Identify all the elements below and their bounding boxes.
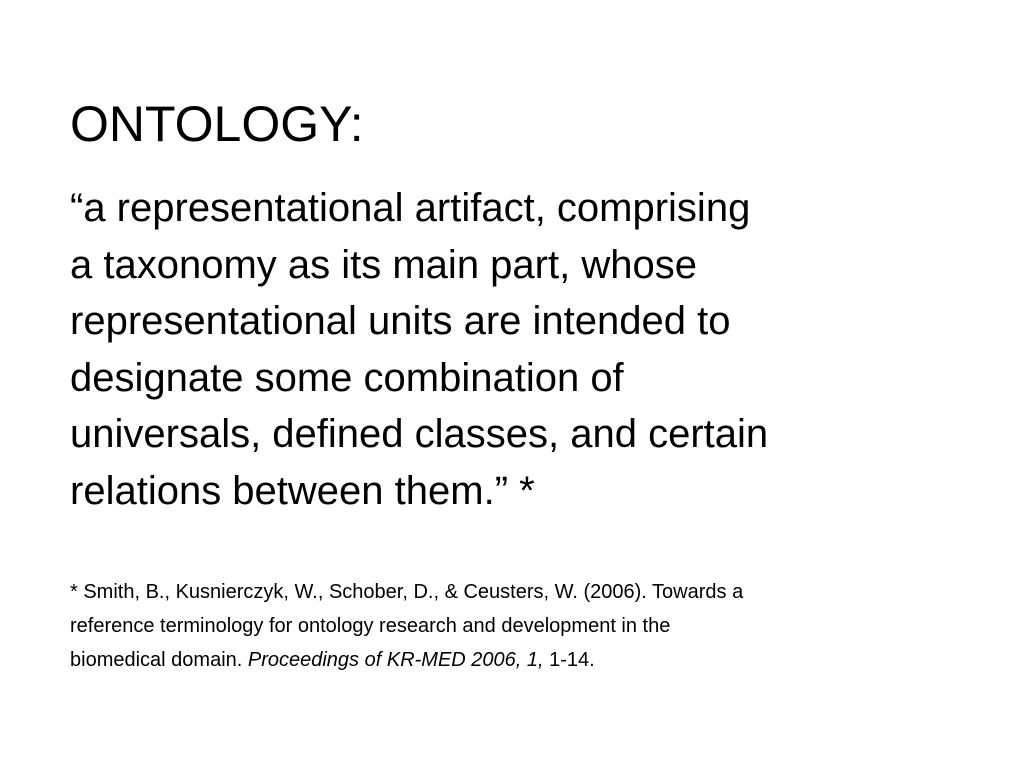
citation-journal: Proceedings of KR-MED 2006, 1, [247,649,544,671]
citation-text: biomedical domain. [70,649,248,671]
citation-line: reference terminology for ontology research and development in the [70,615,671,637]
citation-pages: 1-14. [543,649,595,671]
citation-line: * Smith, B., Kusnierczyk, W., Schober, D., & Ceusters, W. (2006). Towards a [70,581,744,603]
definition-line: designate some combination of [70,355,624,400]
definition-line: relations between them.” * [70,468,535,513]
definition-quote [70,180,1020,519]
definition-line: universals, defined classes, and certain [70,412,769,456]
slide-title: ONTOLOGY: [70,96,364,152]
citation-footnote [70,575,1020,677]
definition-line: a taxonomy as its main part, whose [70,242,697,287]
definition-line: representational units are intended to [70,299,731,343]
citation-line [70,643,1020,677]
definition-line: “a representational artifact, comprising [70,186,751,230]
